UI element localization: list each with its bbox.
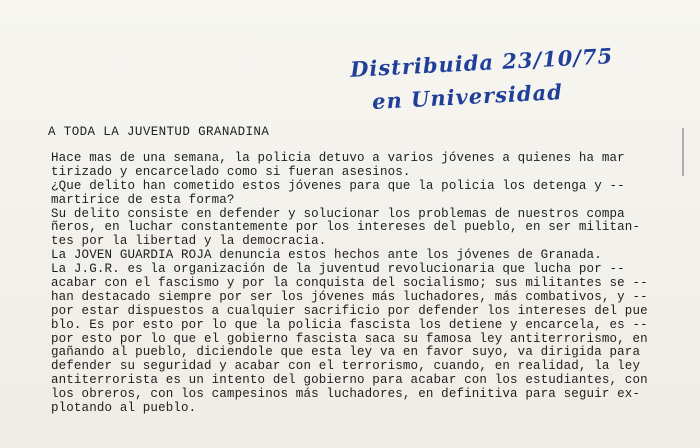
text-line: Hace mas de una semana, la policia detuvo a varios jóvenes a quienes ha mar bbox=[28, 151, 625, 165]
handwritten-annotation-date: Distribuida 23/10/75 bbox=[349, 43, 614, 82]
text-line: ¿Que delito han cometido estos jóvenes para que la policia los detenga y -- bbox=[28, 178, 625, 193]
text-line: ñeros, en luchar constantemente por los intereses del pueblo, en ser militan- bbox=[28, 220, 641, 235]
text-line: La J.G.R. es la organización de la juventud revolucionaria que lucha por -- bbox=[28, 262, 625, 277]
handwritten-annotation-place: en Universidad bbox=[371, 79, 564, 114]
text-line: La JOVEN GUARDIA ROJA denuncia estos hechos ante los jóvenes de Granada. bbox=[28, 248, 602, 263]
text-line: antiterrorista es un intento del gobierno para acabar con los estudiantes, con bbox=[28, 373, 648, 388]
text-line: por esto por lo que el gobierno fascista saca su famosa ley antiterrorismo, en bbox=[28, 331, 648, 346]
text-line: Su delito consiste en defender y solucionar los problemas de nuestros compa bbox=[28, 206, 625, 221]
text-line: blo. Es por esto por lo que la policia fascista los detiene y encarcela, es -- bbox=[28, 317, 648, 332]
document-body bbox=[28, 152, 698, 416]
text-line: defender su seguridad y acabar con el terrorismo, cuando, en realidad, la ley bbox=[28, 359, 641, 374]
text-line: acabar con el fascismo y por la conquista del socialismo; sus militantes se -- bbox=[28, 276, 648, 291]
text-line: los obreros, con los campesinos más luchadores, en definitiva para seguir ex- bbox=[28, 387, 641, 402]
text-line: han destacado siempre por ser los jóvenes más luchadores, más combativos, y -- bbox=[28, 289, 648, 304]
document-title: A TODA LA JUVENTUD GRANADINA bbox=[48, 125, 270, 139]
text-line: plotando al pueblo. bbox=[28, 401, 197, 416]
text-line: tes por la libertad y la democracia. bbox=[28, 234, 327, 249]
text-line: martirice de esta forma? bbox=[28, 192, 235, 207]
text-line: gañando al pueblo, diciendole que esta ley va en favor suyo, va dirigida para bbox=[28, 345, 641, 360]
text-line: tirizado y encarcelado como si fueran asesinos. bbox=[28, 164, 411, 179]
text-line: por estar dispuestos a cualquier sacrificio por defender los intereses del pue bbox=[28, 303, 648, 318]
